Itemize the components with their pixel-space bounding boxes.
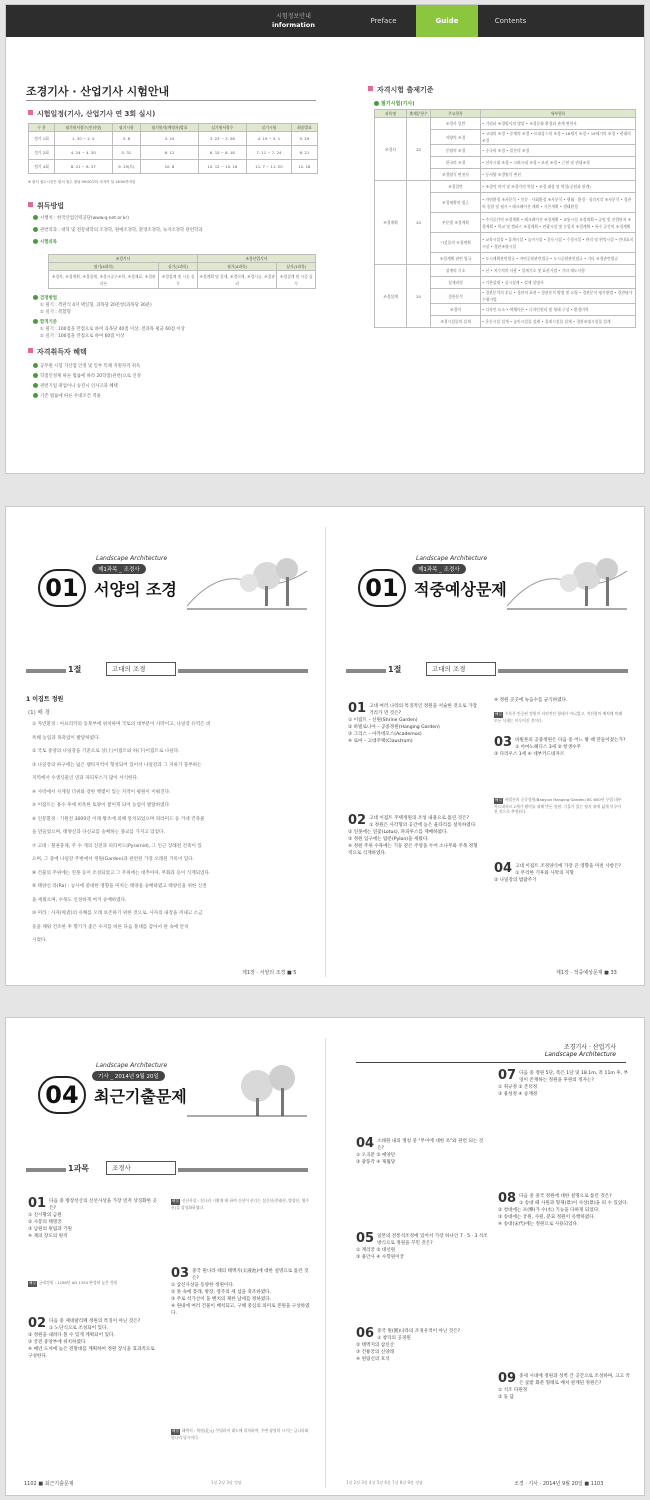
bullet-icon	[33, 393, 38, 398]
body-line: ⑤ 이집트는 홍수 후에 비옥한 토양이 쌓이게 되어 농업이 발달하였다.	[32, 803, 171, 808]
chapter-subject: 제1과목 _ 조경사	[92, 564, 146, 574]
column-header: 주요항목	[431, 110, 481, 118]
answer-option[interactable]: ① 석조 타원정	[498, 1388, 528, 1393]
question-text: 다음 중 방장선산의 신선사상을 가장 먼저 상징화한 곳은?	[49, 1199, 157, 1211]
benefit-item: 학점인정제 따른 법률에 따라 20학점(관련)으로 인정	[33, 373, 141, 380]
table-header-row	[375, 110, 636, 118]
table-cell: 12. 18	[291, 160, 317, 174]
question-number: 06	[356, 1326, 375, 1341]
answer-option[interactable]: ④ 송대(宋代)에는 정원으로 사용되었다.	[498, 1222, 579, 1227]
chapter-number: 01	[358, 569, 406, 607]
section-benefits: 자격취득자 혜택	[28, 347, 87, 357]
question-text: 다음 중 중국 정원에 대한 설명으로 틀린 것은?	[519, 1194, 612, 1199]
answer-option[interactable]: ② 정원을 내려다 볼 수 있게 계획되어 있다.	[28, 1333, 115, 1338]
divider	[498, 669, 628, 673]
section-schedule: 시험일정(기사, 산업기사 연 3회 실시)	[28, 109, 155, 119]
question	[498, 1193, 630, 1228]
column-header: 출제문항수	[407, 110, 431, 118]
item-cell: 부문별 조경계획	[431, 213, 481, 233]
tab-guide[interactable]: Guide	[416, 5, 478, 37]
answer-option[interactable]: ③ 광풍각 ④ 제월당	[356, 1160, 396, 1165]
answer-option[interactable]: ① 송대 때 사원과 형제(景)이 사상(景)을 띄 수 있었다.	[519, 1201, 629, 1206]
question-text: 바빌론의 공중정원은 다음 중 어느 왕 때 만들어졌는가?	[515, 738, 626, 743]
column-header: 필기시험	[112, 124, 141, 132]
body-line: 옥해 농업과 목축업이 발달하였다.	[32, 735, 100, 741]
extra-option: ④ 정원 곳곳에 녹음수를 균식하였다.	[494, 698, 568, 703]
answer-option[interactable]: ① 무리한 기후와 사막의 지형	[515, 871, 574, 876]
question-number: 02	[28, 1316, 47, 1331]
question-text: 고대 이집트 주택정원의 조성 내용으로 틀린 것은?	[369, 816, 470, 821]
detail-cell: • 주거공간의 조경계획 • 레크레이션 조경계획 • 교통시설 조경계획 • 공원 및 산업단지 조경계획 • 학교 및 캠퍼스 조경계획 • 관광시설 및 농업지 조경계획 • 특수 공간의 조경계획	[481, 213, 636, 233]
column-header: 최종발표	[291, 124, 317, 132]
table-cell: 10. 8	[141, 160, 199, 174]
method-heading: 검정방법	[33, 295, 57, 302]
left-page	[6, 1018, 326, 1495]
column-header: 실기시험	[247, 124, 292, 132]
top-nav-bar	[6, 5, 644, 37]
section-label: 고대의 조경	[426, 662, 496, 676]
table-cell: 조경사, 조경계획, 조경설계, 조경시공구조학, 조경재료, 조경관리론	[49, 271, 159, 289]
explanation-2: 해설 궁내정원 : 1258년 AD 1354 완성된 높은 정원	[29, 1280, 118, 1285]
answer-option[interactable]: ④ 매년 도처에 높은 전망대를 계획하여 정원 장식을 효과적으로 구성한다.	[28, 1347, 155, 1359]
item-cell: 조경계획 관련 법규	[431, 253, 481, 265]
tree-illustration	[507, 551, 627, 613]
chapter-spread	[5, 506, 645, 986]
answer-option[interactable]: ④ 원내에 여러 건물이 배치되고, 구해 중심의 의미로 본원을 구상하였다.	[171, 1304, 310, 1316]
table-header-row	[29, 124, 318, 132]
table-cell: 정기 4회	[29, 160, 55, 174]
acquisition-item: 시험과목	[33, 239, 57, 246]
chapter-banner	[352, 551, 627, 613]
question-number: 03	[494, 735, 513, 750]
criteria-table	[374, 109, 636, 328]
answer-option[interactable]: ③ 용안사 ④ 수학원이궁	[356, 1255, 405, 1260]
explanation-3: 해설 태액지 : 북원(北元) 쿠빌라이 대도에 위치하며, 주변 장원의 시기는 금나라와 원나라 당시이다.	[171, 1428, 309, 1440]
table-cell: 3. 23 ~ 3. 26	[198, 132, 246, 146]
detail-cell: • 교육시설물 • 휴게시설 • 놀이시설 • 운동시설 • 수경시설 • 관리 및 편익시설 • 안내표지시설 • 경관조명시설	[481, 233, 636, 253]
table-row	[29, 160, 318, 174]
body-line: 으며, 그 중에 나일강 주변에서 정원(Garden)과 관련된 가장 오래된 기록이 있다.	[32, 857, 195, 862]
answer-tag: 해설	[172, 1199, 179, 1203]
chapter-banner	[32, 551, 307, 613]
detail-cell: • 중국의 조경 • 일본의 조경	[481, 145, 636, 157]
subject-cell: 조경설계	[375, 265, 407, 328]
question-number: 03	[171, 1266, 190, 1281]
answer-option[interactable]: ① 오곡문 ② 애양단	[356, 1153, 396, 1158]
table-cell: 7. 11 ~ 7. 24	[247, 146, 292, 160]
exam-date: 기사 _ 2014년 9월 20일	[92, 1071, 165, 1081]
answer-option[interactable]: ② 바빌로니아 – 공중정원(Hanging Garden)	[348, 725, 440, 730]
column-header: 구 분	[29, 124, 55, 132]
answer-option[interactable]: ① 진시황의 금원	[28, 1213, 62, 1218]
divider	[26, 669, 66, 673]
detail-cell: • 경관분석의 분류 • 경관의 표현 • 경관분석 방법 및 요령 • 경관분석 평가방법 • 경관평가 수행기법	[481, 289, 636, 304]
section-number: 1절	[388, 665, 402, 674]
column-header: 실기원서접수	[198, 124, 246, 132]
table-cell: 조경설계 및 시공 실무	[277, 271, 316, 289]
info-title: 시험정보안내	[276, 13, 311, 20]
bullet-icon	[374, 101, 379, 106]
page-footer: 제1장 · 적중예상문제 ■ 33	[556, 970, 617, 976]
item-cell: 설계의 기초	[431, 265, 481, 277]
body-line: 시켰다.	[32, 938, 47, 943]
answer-option[interactable]: ④ 정원 주위 수목에는 기둥 같은 주랑을 두어 소나무와 주목 정형적으로 식재하였다.	[348, 844, 478, 856]
column-header: 실기(1과목)	[159, 263, 198, 271]
item-cell: 설계과정	[431, 277, 481, 289]
column-header: 필기합격(예정자)발표	[141, 124, 199, 132]
table-header-row	[49, 255, 316, 263]
answer-option[interactable]: ① 이집트 – 신원(Shrine Garden)	[348, 718, 418, 723]
bullet-icon	[33, 215, 38, 220]
chapter-title: 최근기출문제	[94, 1087, 187, 1106]
info-label[interactable]	[256, 12, 331, 30]
chapter-title: 적중예상문제	[414, 580, 507, 599]
detail-cell: • 기본설계 • 실시설계 • 설계 설명서	[481, 277, 636, 289]
answer-option[interactable]: ① 삼신사상을 동양한 정원이다.	[171, 1283, 235, 1288]
schedule-table	[28, 123, 318, 174]
table-cell: 5. 29	[291, 132, 317, 146]
question-text: 중국 원(園)나라의 조경유적이 아닌 것은?	[377, 1329, 461, 1334]
item-cell: 한국의 조경	[431, 157, 481, 169]
question	[171, 1268, 311, 1317]
acquisition-item: 관련학과 : 대학 및 전문대학의 조경학, 원예조경학, 환경조경학, 녹지조경학 관련학과	[33, 227, 202, 234]
divider	[346, 669, 386, 673]
table-row	[375, 118, 636, 130]
question-number: 01	[348, 701, 367, 716]
banner-english: Landscape Architecture	[416, 555, 488, 562]
benefit-item: 관련기업 취업이나 승진시 인사고과 혜택	[33, 383, 118, 390]
chapter-number: 04	[38, 1076, 86, 1114]
chapter-number: 01	[38, 569, 86, 607]
question-number: 02	[348, 813, 367, 828]
schedule-note: ※ 원서 접수시간은 원서 접수 첫날 09:00부터 마지막 날 18:00까지임	[28, 180, 136, 184]
explanation-2: 해설 바빌론의 공중정원(Babylon Hanging Garden) BC 600년 무렵 네부카드네자르 2세가 왕비를 위해 만든 정원. 기울기 있는 평지 위에 넓게 이루어진 것으로 추정된다.	[494, 797, 622, 814]
tree-illustration	[187, 551, 307, 613]
column-header: 조경기사	[49, 255, 198, 263]
question-text: 고대 이집트 조경양식에 가장 큰 영향을 미친 사항은?	[515, 864, 621, 869]
answer-option[interactable]: ③ 남원의 원림과 기원	[28, 1227, 73, 1232]
count-cell: 20	[407, 265, 431, 328]
section-number: 1과목	[68, 1164, 90, 1173]
tab-preface[interactable]: Preface	[370, 17, 397, 25]
column-header: 필기(4과목)	[49, 263, 159, 271]
heading-egypt: 1 이집트 정원	[26, 696, 64, 703]
table-cell: 11. 7 ~ 11. 20	[247, 160, 292, 174]
section-bar	[26, 1158, 311, 1180]
explanation-1: 해설 신선사상 : 진나라 시황제 때 하여 신선이 산다는 삼신산(봉래산, 방장산, 영주산)을 상징화하였다.	[171, 1198, 310, 1210]
answer-option[interactable]: ④ 제의 장도의 원직	[28, 1234, 68, 1239]
answer-option[interactable]: ② 나일강의 범람주기	[494, 878, 537, 883]
answer-option[interactable]: ② 태액지의 삼신산	[356, 1343, 395, 1348]
question-text: 다음 중 제네랄리페 정원의 특징이 아닌 것은?	[49, 1319, 141, 1324]
body-line: 등을 채워 건조한 후 향기가 좋은 수지를 바른 다음 붕대를 감아서 관 속에 안치	[32, 924, 189, 930]
right-page	[326, 507, 645, 985]
pass-2: ② 실기 : 100점을 만점으로 하여 60점 이상	[40, 334, 125, 339]
question-number: 09	[498, 1371, 517, 1386]
section-acquisition: 취득방법	[28, 201, 64, 211]
divider	[356, 1062, 626, 1063]
detail-cell: • 디자인 요소 • 색채미론 • 디자인원리 및 형태 구성 • 환경미학	[481, 304, 636, 316]
subject-cell: 조경계획	[375, 181, 407, 265]
table-row	[29, 146, 318, 160]
question-text: 중세 시대에 정원과 성벽 간 공간으로 조성하며, 크고 작은 꽃밭 화분 형태로 배치 관계된 정원은?	[519, 1374, 630, 1386]
table-cell: 6. 15 ~ 6. 18	[198, 146, 246, 160]
tab-contents[interactable]: Contents	[494, 17, 527, 25]
question	[494, 737, 626, 758]
answer-tag: 해설	[495, 798, 502, 802]
answer-option[interactable]: ③ 다리우스 1세 ④ 네부카드네자르	[494, 752, 565, 757]
table-row	[375, 265, 636, 277]
bullet-icon	[33, 319, 38, 324]
count-cell: 20	[407, 181, 431, 265]
chapter-index[interactable]: 1장 2장 3장 4장 5장 6장 7장 8장 9장 정답	[346, 1480, 423, 1485]
benefit-item: 공무원 시험 가산점 인정 및 일부 특채 지원자격 취득	[33, 363, 140, 370]
detail-cell: • 동서양 조경양식 변천	[481, 169, 636, 181]
guide-page	[5, 4, 645, 474]
answer-option[interactable]: ③ 궁전 중앙부에 위치하였다.	[28, 1340, 87, 1345]
body-line: 지역에서 수생식물인 연과 파피루스가 많이 서식한다.	[32, 776, 139, 781]
table-cell: 4. 19 ~ 5. 1	[247, 132, 292, 146]
running-header: 조경기사 · 산업기사 Landscape Architecture	[544, 1044, 616, 1058]
table-row	[29, 132, 318, 146]
explanation-1: 해설 수목은 인공된 정원이 자연적인 형태가 아니었고, 직선형의 배치에 의해 모든 식재는 이루어진 것이다.	[494, 711, 622, 723]
question-number: 04	[494, 861, 513, 876]
bullet-icon	[33, 239, 38, 244]
divider	[26, 1168, 66, 1172]
detail-cell: • 운동시설 설계 • 놀이시설물 설계 • 휴게시설물 설계 • 경관조명시설물 설계	[481, 316, 636, 328]
tree-illustration	[187, 1058, 307, 1120]
item-cell: 동양의 조경	[431, 145, 481, 157]
benefit-item: 기존 법률에 따른 우대조건 적용	[33, 393, 101, 400]
answer-option[interactable]: ③ 송대에는 궁원, 사원, 분묘 정원이 유행하였다.	[498, 1215, 596, 1220]
subject-table	[48, 254, 316, 289]
answer-option[interactable]: ① 정원은 사각형의 공간에 높은 울타리를 설치하였다.	[369, 823, 477, 828]
body-line: ⑥ 인문환경 : 기원전 3000년 이래 왕조에 의해 통치되었으며 피라미드 등 거대 건축물	[32, 816, 205, 822]
answer-option[interactable]: ④ 원림신의 호석	[356, 1357, 390, 1362]
divider	[26, 100, 316, 101]
table-cell: 8. 21 ~ 8. 27	[55, 160, 113, 174]
bullet-icon	[33, 383, 38, 388]
answer-tag: 해설	[495, 712, 502, 716]
question	[356, 1328, 488, 1363]
column-header: 필기원서접수(인터넷)	[55, 124, 113, 132]
question-number: 08	[498, 1191, 517, 1206]
banner-english: Landscape Architecture	[96, 1062, 168, 1069]
item-cell: 경관분석	[431, 289, 481, 304]
item-cell: 조경양식 변천사	[431, 169, 481, 181]
detail-cell: • 기원과 조경양식의 발달 • 조경문화 환경과 관계 변천사	[481, 118, 636, 130]
table-cell: 5. 31	[112, 146, 141, 160]
body-line: ① 자연환경 : 아프리카의 동북부에 위치하며 국토의 대부분이 사막이고, 나일강 유역은 비	[32, 722, 211, 727]
body-line: ⑦ 고대 : 철권중제, 주 수 개의 신전과 피라미드(Pyramid), 그 인근 장례전 건축이 있	[32, 843, 202, 849]
question-number: 04	[356, 1136, 375, 1151]
table-cell: 4. 24 ~ 4. 30	[55, 146, 113, 160]
answer-tag: 해설	[29, 1281, 36, 1285]
table-cell: 정기 2회	[29, 146, 55, 160]
question-text: 일본의 전통석조정에 있어서 가장 하나인 7 · 5 · 3 석조 방식으로 정원을 꾸민 것은?	[377, 1234, 488, 1246]
answer-option[interactable]: ④ 로마 – 고대주택(Claustrum)	[348, 739, 413, 744]
bullet-icon	[33, 295, 38, 300]
count-cell: 20	[407, 118, 431, 181]
answer-option[interactable]: ② 돌 담	[498, 1395, 514, 1400]
section-number: 1절	[68, 665, 82, 674]
method-2: ② 실기 : 복합형	[40, 310, 71, 315]
criteria-subheading: 필기시험(기사)	[374, 100, 415, 107]
chapter-index[interactable]: 1장 2장 3장 정답	[211, 1480, 242, 1485]
question-text: 고대 여러 나라의 특징적인 정원을 서술한 것으로 가장 거리가 먼 것은?	[369, 704, 477, 716]
detail-cell: • 조경의 의미 및 조경가의 역할 • 조경 대상 및 역할(공원과 관계)	[481, 181, 636, 193]
question-number: 01	[28, 1196, 47, 1211]
question	[494, 863, 626, 884]
pass-1: ① 필기 : 100점을 만점으로 하여 과목당 40점 이상, 전과목 평균 60점 이상	[40, 327, 185, 332]
table-cell: 6. 12	[141, 146, 199, 160]
page-title: 조경기사 · 산업기사 시험안내	[26, 85, 170, 98]
column-header: 과목명	[375, 110, 407, 118]
divider	[178, 669, 308, 673]
column-header: 조경산업기사	[197, 255, 315, 263]
body-line: ② 국토 중앙의 나일강을 기준으로 상(上)이집트와 하(下)이집트로 나뉜다.	[32, 749, 180, 754]
page-footer: 조경 · 기사 · 2014년 9월 20일 ■ 1103	[514, 1481, 604, 1487]
answer-option[interactable]: ① 아마노헤디스 3세 ② 항생수주	[515, 745, 581, 750]
detail-cell: • 도시계획관련법규 • 자연공원관련법규 • 도시공원관련법규 • 기타 조경관련법규	[481, 253, 636, 265]
answer-option[interactable]: ③ 용성정 ④ 승재정	[498, 1092, 538, 1097]
question-text: 중국 원나라 때의 태액지(太液池)에 대한 설명으로 틀린 것은?	[192, 1269, 309, 1281]
subject-cell: 조경사	[375, 118, 407, 181]
answer-option[interactable]: ② 연못에는 연꽃(Lotus), 파피루스를 재배하였다.	[348, 830, 448, 835]
chapter-title: 서양의 조경	[94, 580, 177, 599]
heading-background: (1) 배 경	[28, 710, 50, 716]
bullet-icon	[33, 227, 38, 232]
column-header: 실기(1과목)	[277, 263, 316, 271]
answer-option[interactable]: ③ 건륭궁의 신양레	[356, 1350, 395, 1355]
answer-option[interactable]: ③ 주로 석가산이 돌 벤치의 제한 납세를 정하였다.	[171, 1297, 272, 1302]
body-line: ④ 사막에서 사계절 더위와 강한 햇볕이 있는 지역이 평원이 이뤄진다.	[32, 789, 171, 795]
answer-option[interactable]: ① 계리궁 ② 대선원	[356, 1248, 396, 1253]
page-footer: 제1장 · 서양의 조경 ■ 5	[242, 970, 297, 976]
table-cell: 3. 8	[112, 132, 141, 146]
table-cell: 조경계획 및 설계, 조경식재, 조경시공, 조경관리	[197, 271, 277, 289]
question	[348, 703, 480, 745]
body-line: ⑧ 건물의 주위에는 연못 등이 조성되었고 그 주위에는 대추야자, 무화과 등이 식재되었다.	[32, 870, 211, 876]
column-header: 세부항목	[481, 110, 636, 118]
section-label: 조경사	[106, 1161, 176, 1175]
section-bar	[26, 659, 311, 681]
left-page	[6, 507, 326, 985]
question	[356, 1138, 488, 1166]
answer-option[interactable]: ② 사봉의 태명궁	[28, 1220, 62, 1225]
table-cell: 8. 21	[291, 146, 317, 160]
item-cell: 조경일반	[431, 181, 481, 193]
body-line: 을 세웠으며, 수목도 신성하게 여겨 숭배하였다.	[32, 897, 127, 903]
item-cell: 조경미	[431, 304, 481, 316]
table-cell: 9. 19(토)	[112, 160, 141, 174]
detail-cell: • 고대의 조경 • 중세의 조경 • 르네상스의 조경 • 18세기 조경 • 19세기의 조경 • 현대의 조경	[481, 130, 636, 145]
answer-option[interactable]: ② 못 속에 봉래, 방장, 영주의 세 섬을 축조하였다.	[171, 1290, 272, 1295]
table-cell: 조경설계 및 시공 실무	[159, 271, 198, 289]
detail-cell: • 선사시대 조경 • 고려시대 조경 • 조선 조경 • 근현 및 현대조경	[481, 157, 636, 169]
item-cell: 조경사 일반	[431, 118, 481, 130]
bullet-icon	[33, 373, 38, 378]
banner-english: Landscape Architecture	[96, 555, 168, 562]
answer-option[interactable]: ③ 정원 입구에는 탑문(Pylon)을 세웠다.	[348, 837, 429, 842]
answer-option[interactable]: ① 취규정 ② 존덕정	[498, 1085, 538, 1090]
table-subheader-row	[49, 263, 316, 271]
table-row	[375, 181, 636, 193]
column-header: 필기(4과목)	[197, 263, 277, 271]
answer-option[interactable]: ③ 그리스 – 아카데모스(Academos)	[348, 732, 422, 737]
question	[498, 1373, 630, 1401]
section-bar	[346, 659, 631, 681]
table-cell: 10. 12 ~ 10. 16	[198, 160, 246, 174]
question-number: 05	[356, 1231, 375, 1246]
table-cell: 1. 30 ~ 2. 5	[55, 132, 113, 146]
table-row	[49, 271, 316, 289]
chapter-subject: 제1과목 _ 조경사	[412, 564, 466, 574]
acquisition-item: 시행처 : 한국산업인력공단(www.q-net.or.kr)	[33, 215, 129, 222]
section-criteria: 자격시험 출제기준	[368, 85, 434, 95]
answer-option[interactable]: ① 창덕의 공경원	[377, 1336, 411, 1341]
answer-option[interactable]: ① 노단식으로 조성되어 있다.	[49, 1326, 108, 1331]
table-cell: 정기 1회	[29, 132, 55, 146]
question-text: 다음 중 정원 5단, 폭은 1단 및 18.1m, 폭 11m 후, 부엉이 존재하는 정원을 후원의 정자는?	[519, 1071, 629, 1083]
item-cell: 조경계획의 접근	[431, 193, 481, 213]
page-footer: 1102 ■ 최근기출문제	[24, 1481, 74, 1487]
body-line: ③ 나일강의 하구에는 넓은 델타지역이 형성되어 있어서 나일강과 그 지류가 풍부하는	[32, 762, 202, 768]
pass-heading: 합격기준	[33, 319, 57, 326]
exam-spread	[5, 1017, 645, 1496]
item-cell: 조경시설물의 설계	[431, 316, 481, 328]
table-cell: 3. 20	[141, 132, 199, 146]
divider	[178, 1168, 308, 1172]
info-subtitle: information	[272, 21, 315, 29]
question	[498, 1070, 630, 1098]
item-cell: 서양의 조경	[431, 130, 481, 145]
answer-option[interactable]: ② 청대에는 포(樂)가 수(水) 기능을 다하게 되었다.	[498, 1208, 600, 1213]
body-line: 을 만들었으며, 태양신과 다신교를 숭배하는 종교를 가지고 있었다.	[32, 830, 165, 835]
answer-tag: 해설	[172, 1429, 179, 1433]
right-page	[326, 1018, 645, 1495]
question	[28, 1198, 160, 1240]
question-number: 07	[498, 1068, 517, 1083]
method-1: ① 필기 : 객관식 4지 택일형, 과목당 20문항(과목당 30분)	[40, 303, 152, 308]
bullet-icon	[33, 363, 38, 368]
detail-cell: • 자연환경 조사분석 • 인문 · 사회환경 조사분석 • 행태 · 환경 · 심리지각 조사분석 • 경관의 종합 및 평가 • 레크레이션 계획 • 기본계획 • 생태환경	[481, 193, 636, 213]
chapter-banner	[32, 1058, 307, 1120]
body-line: ⑨ 태양신 라(Ra) : 농사에 중대한 영향을 미치는 태양을 숭배하였고 태양신을 위한 신전	[32, 884, 207, 889]
question-text: 소쇄원 내의 명칭 중 "무이에 대한 초"와 관련 되는 것은?	[377, 1139, 484, 1151]
detail-cell: • 선 • 지수치의 사용 • 설계기호 및 표현기법 • 기타 제도사항	[481, 265, 636, 277]
item-cell: 시설물의 조경계획	[431, 233, 481, 253]
section-label: 고대의 조경	[106, 662, 176, 676]
question	[356, 1233, 488, 1261]
question	[28, 1318, 160, 1360]
body-line: ⑩ 미라 : 사자(死者)의 유해를 오래 보존하기 위한 것으로, 사자의 내장을 꺼내고 소금	[32, 911, 203, 916]
question	[348, 815, 480, 857]
